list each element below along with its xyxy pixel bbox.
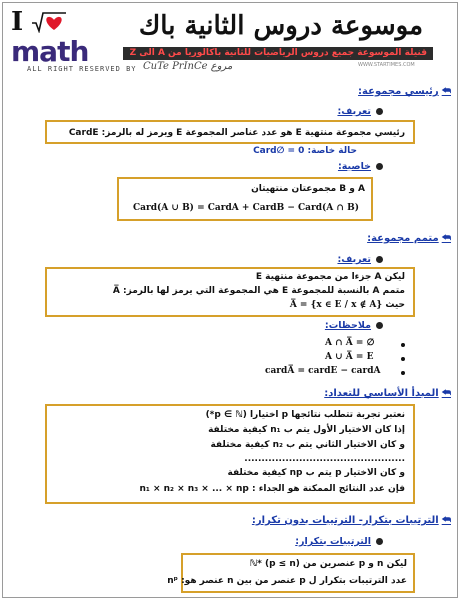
bullet-icon <box>376 256 383 263</box>
arrow-icon: ⮪ <box>441 388 451 399</box>
list-bullet <box>401 371 405 375</box>
arrow-icon: ⮪ <box>441 86 451 97</box>
complement-line-3: حيث A̅ = {x ∈ E / x ∉ A} <box>289 300 405 310</box>
special-case-cardinal: حالة خاصة: Card∅ = 0 <box>253 146 357 156</box>
section-heading-complement: ⮪متمم مجموعة: <box>367 233 451 244</box>
subheading-arrangements-with-repetition: الترتيبات بتكرار: <box>295 536 383 547</box>
logo-letter-i: I <box>11 7 24 37</box>
list-bullet <box>401 357 405 361</box>
complement-line-1: ليكن A جزءا من مجموعة منتهية E <box>255 272 405 282</box>
subheading-definition-cardinal: تعريف: <box>337 106 383 117</box>
complement-line-2: متمم A بالنسبة للمجموعة E هي المجموعة التي يرمز لها بالرمز: A̅ <box>112 286 405 296</box>
website-tag: WWW.STARTIMES.COM <box>358 62 415 68</box>
counting-line-1: نعتبر تجربة تتطلب نتائجها p اختيارا (p ∈ ℕ*) <box>205 410 405 420</box>
property-line-1: A و B مجموعتان منتهيتان <box>251 184 365 194</box>
bullet-icon <box>376 163 383 170</box>
document-page <box>2 2 458 598</box>
definition-box-cardinal <box>45 120 415 144</box>
author-signature: CuTe PrInCe مروع <box>143 61 233 72</box>
definition-box-complement <box>45 267 415 317</box>
subheading-notes-complement: ملاحظات: <box>325 320 383 331</box>
property-formula: Card(A ∪ B) = CardA + CardB − Card(A ∩ B) <box>133 203 359 213</box>
arrow-icon: ⮪ <box>441 515 451 526</box>
logo-math-text: math <box>11 35 89 68</box>
section-heading-cardinal: ⮪رئيسي مجموعة: <box>358 86 451 97</box>
complement-set-formula: A̅ = {x ∈ E / x ∉ A} <box>289 300 383 310</box>
title-bar: قنيلة الموسوعة جميع دروس الرياضيات للثانية باكالوريا من A الى Z <box>123 47 433 60</box>
definition-text-cardinal: رئيسي مجموعة منتهية E هو عدد عناصر المجموعة E ويرمز له بالرمز: CardE <box>68 128 405 138</box>
arrangements-line-2: عدد الترتيبات بتكرار ل p عنصر من بين n عنصر هو: nᵖ <box>167 576 407 586</box>
bullet-icon <box>376 538 383 545</box>
note-1: A ∩ A̅ = ∅ <box>325 338 375 348</box>
counting-dots: ............................................... <box>244 454 405 464</box>
property-box-cardinal <box>117 177 373 221</box>
rights-text: ALL RIGHT RESERVED BY <box>27 65 137 73</box>
counting-line-3: و كان الاختيار الثاني يتم ب n₂ كيفية مختلفة <box>210 440 405 450</box>
document-content <box>3 3 457 597</box>
section-heading-counting: ⮪المبدأ الأساسي للتعداد: <box>324 388 451 399</box>
section-heading-arrangements: ⮪الترتيبات بتكرار- الترتيبات بدون تكرار: <box>251 515 451 526</box>
subheading-definition-complement: تعريف: <box>337 254 383 265</box>
counting-principle-box <box>45 404 415 504</box>
bullet-icon <box>376 108 383 115</box>
bullet-icon <box>376 322 383 329</box>
note-2: A ∪ A̅ = E <box>325 352 374 362</box>
list-bullet <box>401 343 405 347</box>
site-title: موسوعة دروس الثانية باك <box>138 11 423 41</box>
counting-line-2: إذا كان الاختيار الأول يتم ب n₁ كيفية مختلفة <box>208 425 405 435</box>
note-3: cardA̅ = cardE − cardA <box>265 366 381 376</box>
counting-line-5: فإن عدد النتائج الممكنة هو الجداء : n₁ × n₂ × n₃ × ... × np <box>139 484 405 494</box>
arrangements-line-1: ليكن n و p عنصرين من ℕ* (p ≤ n) <box>249 559 407 569</box>
arrangements-box <box>167 553 415 593</box>
counting-line-4: و كان الاختيار p يتم ب np كيفية مختلفة <box>227 468 405 478</box>
subheading-property-cardinal: خاصية: <box>338 161 383 172</box>
arrow-icon: ⮪ <box>441 233 451 244</box>
